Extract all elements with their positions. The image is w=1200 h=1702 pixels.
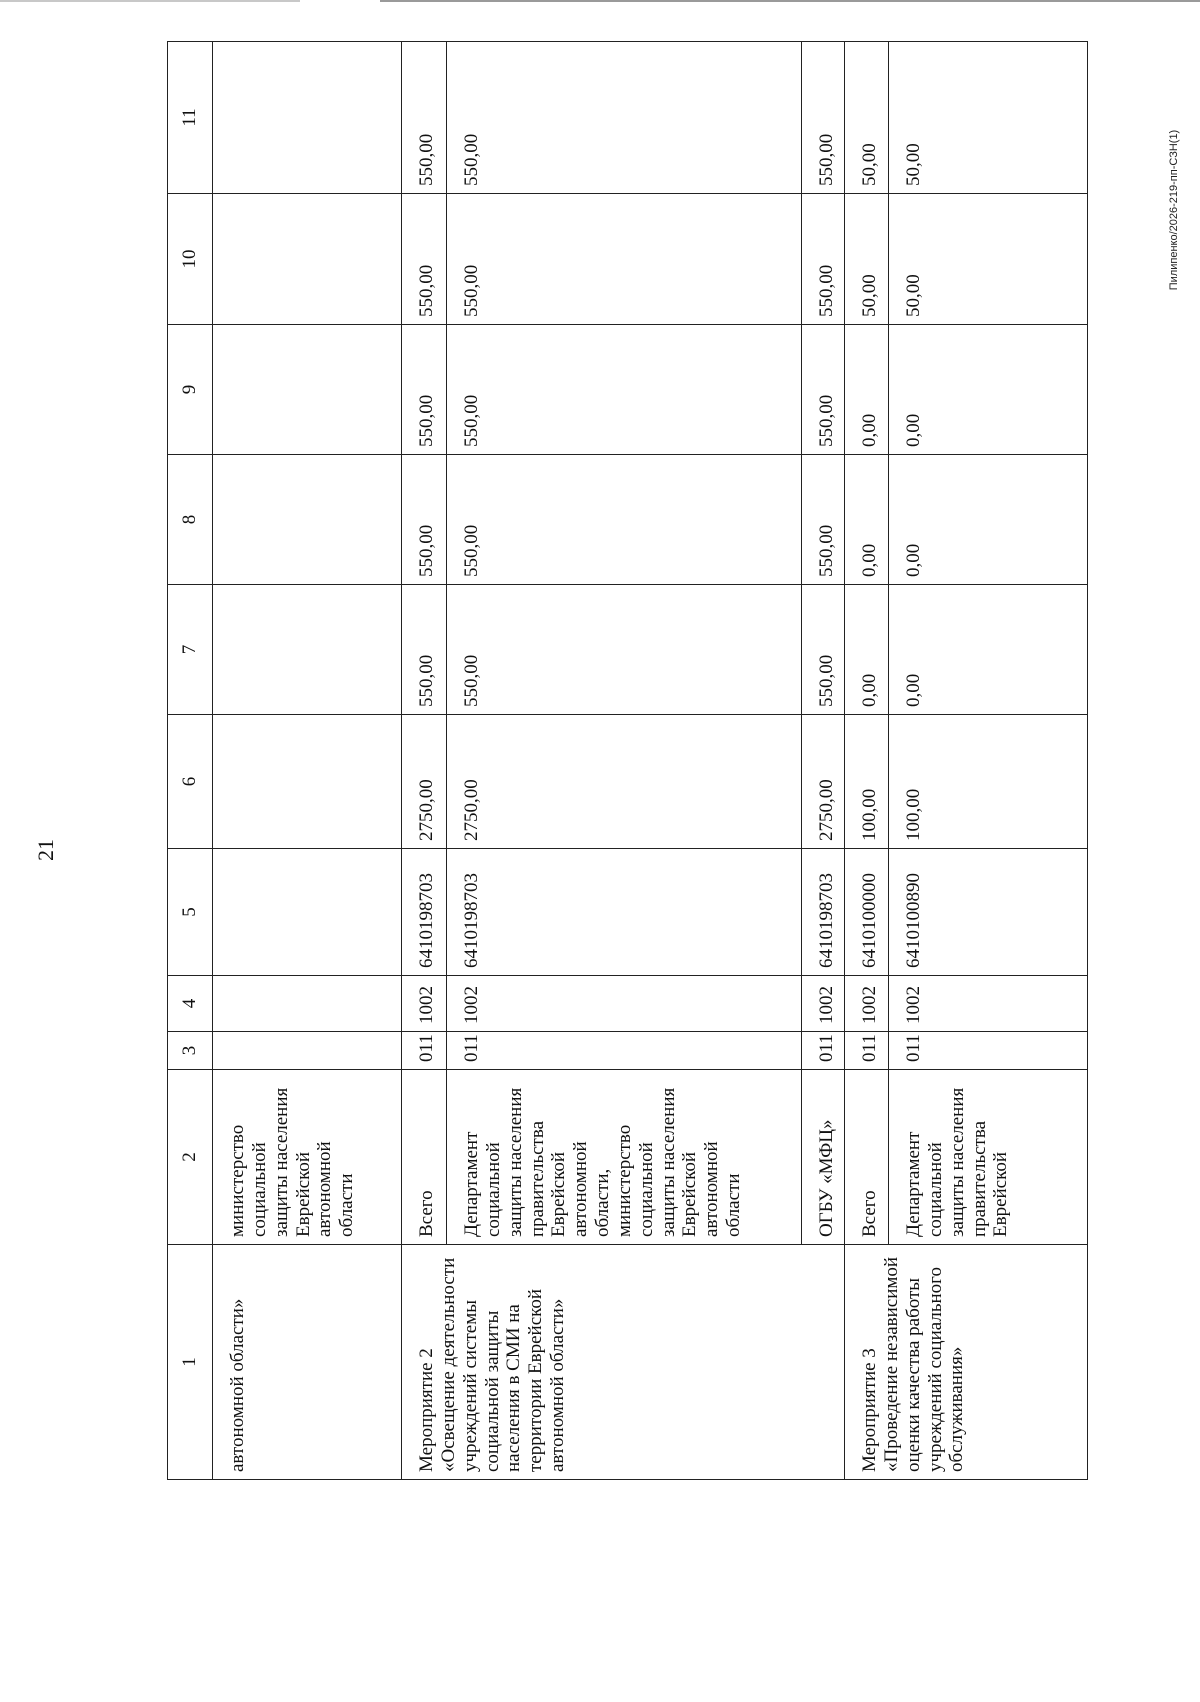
table-row (213, 42, 402, 1480)
table-cell: 6410100000 (845, 849, 889, 976)
table-cell: 50,00 (889, 42, 1088, 194)
table-cell: 550,00 (447, 585, 802, 715)
table-cell: 550,00 (402, 455, 447, 585)
table-cell: 1002 (447, 976, 802, 1032)
table-cell: Мероприятие 3 «Проведение независимой оценки качества работы учреждений социального обслуживания» (845, 1245, 1088, 1480)
table-cell: Всего (845, 1070, 889, 1245)
table-cell: 0,00 (889, 585, 1088, 715)
table-cell: 2750,00 (402, 715, 447, 849)
table-cell: 550,00 (402, 194, 447, 325)
table-row (845, 42, 889, 1480)
table-cell: 6410198703 (402, 849, 447, 976)
table-cell: 550,00 (447, 194, 802, 325)
table-cell: 550,00 (802, 585, 845, 715)
table-cell: 50,00 (845, 194, 889, 325)
table-cell: 550,00 (802, 194, 845, 325)
table-cell (213, 42, 402, 194)
column-header: 5 (168, 849, 213, 976)
table-cell: 011 (447, 1032, 802, 1070)
column-header: 8 (168, 455, 213, 585)
document-reference: Пилипенко/2026-219-пп-СЗН(1) (1168, 129, 1180, 291)
table-cell: 550,00 (447, 455, 802, 585)
table-cell (213, 1032, 402, 1070)
column-header: 7 (168, 585, 213, 715)
table-cell: 6410100890 (889, 849, 1088, 976)
table-cell: 100,00 (845, 715, 889, 849)
table-cell: 6410198703 (447, 849, 802, 976)
table-cell: 1002 (802, 976, 845, 1032)
table-row (402, 42, 447, 1480)
column-header: 10 (168, 194, 213, 325)
table-cell: 011 (802, 1032, 845, 1070)
table-cell (213, 715, 402, 849)
column-header: 4 (168, 976, 213, 1032)
table-cell: 6410198703 (802, 849, 845, 976)
scan-edge-line (0, 0, 300, 2)
table-container (167, 42, 1087, 1480)
table-cell: 1002 (845, 976, 889, 1032)
table-cell: 2750,00 (802, 715, 845, 849)
table-cell: 550,00 (402, 42, 447, 194)
table-cell: 550,00 (447, 325, 802, 455)
table-cell: Мероприятие 2 «Освещение деятельности учреждений системы социальной защиты населения в СМИ на территории Еврейской автономной области» (402, 1245, 845, 1480)
table-cell (213, 325, 402, 455)
table-cell: 550,00 (402, 585, 447, 715)
table-cell: автономной области» (213, 1245, 402, 1480)
table-cell: Департамент социальной защиты населения правительства Еврейской (889, 1070, 1088, 1245)
table-cell: 550,00 (447, 42, 802, 194)
rotated-table (167, 42, 1087, 1480)
table-cell: 0,00 (845, 585, 889, 715)
table-cell (213, 194, 402, 325)
table-cell: ОГБУ «МФЦ» (802, 1070, 845, 1245)
table-cell: 550,00 (802, 455, 845, 585)
table-cell: 550,00 (802, 42, 845, 194)
column-header: 2 (168, 1070, 213, 1245)
table-cell (213, 455, 402, 585)
table-cell: министерство социальной защиты населения Еврейской автономной области (213, 1070, 402, 1245)
column-header: 11 (168, 42, 213, 194)
table-cell: 50,00 (845, 42, 889, 194)
table-cell: 550,00 (402, 325, 447, 455)
table-cell: 2750,00 (447, 715, 802, 849)
header-row (168, 42, 213, 1480)
table-cell: 550,00 (802, 325, 845, 455)
page-number: 21 (33, 839, 58, 861)
table-cell: 0,00 (889, 325, 1088, 455)
table-cell: 0,00 (889, 455, 1088, 585)
scan-edge-line (380, 0, 1200, 2)
column-header: 3 (168, 1032, 213, 1070)
table-cell: 50,00 (889, 194, 1088, 325)
table-cell: 011 (402, 1032, 447, 1070)
column-header: 6 (168, 715, 213, 849)
table-cell: 0,00 (845, 325, 889, 455)
table-cell: 1002 (402, 976, 447, 1032)
table-cell (213, 585, 402, 715)
table-cell: Департамент социальной защиты населения правительства Еврейской автономной области, министерство социальной защиты населения Еврейской автономной области (447, 1070, 802, 1245)
column-header: 9 (168, 325, 213, 455)
table-cell: Всего (402, 1070, 447, 1245)
table-cell: 011 (845, 1032, 889, 1070)
column-header: 1 (168, 1245, 213, 1480)
table-cell: 1002 (889, 976, 1088, 1032)
table-cell: 011 (889, 1032, 1088, 1070)
budget-table (167, 41, 1088, 1480)
table-cell (213, 976, 402, 1032)
table-cell (213, 849, 402, 976)
table-cell: 100,00 (889, 715, 1088, 849)
table-cell: 0,00 (845, 455, 889, 585)
